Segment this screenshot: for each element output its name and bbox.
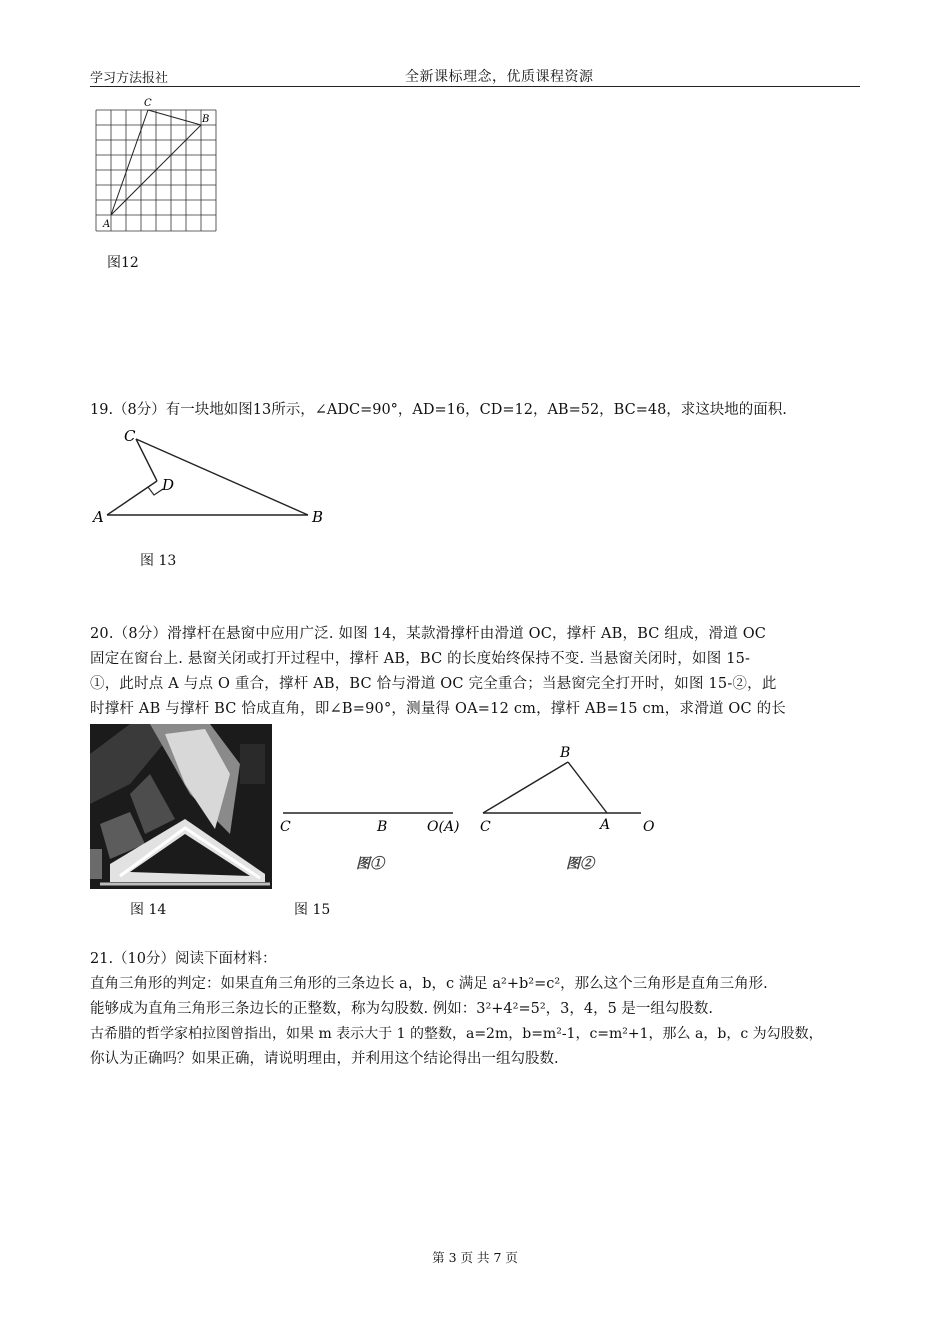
label-b: B: [312, 508, 324, 526]
q20-line-1: 20.（8分）滑撑杆在悬窗中应用广泛. 如图 14，某款滑撑杆由滑道 OC，撑杆 AB，BC 组成，滑道 OC: [90, 626, 767, 642]
label-d: D: [162, 476, 175, 494]
page-footer: 第 3 页 共 7 页: [432, 1250, 518, 1265]
label-b: B: [560, 745, 571, 761]
header-publisher: 学习方法报社: [90, 71, 169, 86]
header-rule: [90, 86, 860, 87]
label-b: B: [377, 819, 388, 835]
label-c: C: [124, 427, 136, 445]
q19-text: 19.（8分）有一块地如图13所示，∠ADC=90°，AD=16，CD=12，AB=52，BC=48，求这块地的面积.: [90, 402, 787, 418]
q21-text: [90, 947, 865, 1072]
figure-15-2-caption: 图②: [566, 856, 594, 872]
header-slogan: 全新课标理念，优质课程资源: [405, 69, 594, 85]
label-a: A: [600, 817, 611, 833]
figure-15-1: [276, 800, 466, 880]
figure-13: [88, 425, 338, 530]
label-c: C: [144, 98, 152, 109]
label-o: O: [643, 819, 655, 835]
figure-14-caption: 图 14: [130, 902, 167, 918]
figure-15-1-caption: 图①: [356, 856, 384, 872]
label-a: A: [103, 219, 111, 230]
q21-line-1: 直角三角形的判定：如果直角三角形的三条边长 a，b，c 满足 a²+b²=c²，那么这个三角形是直角三角形.: [90, 976, 768, 992]
q21-line-2: 能够成为直角三角形三条边长的正整数，称为勾股数. 例如：3²+4²=5²，3，4，5 是一组勾股数.: [90, 1001, 714, 1017]
figure-15-2: [476, 740, 661, 880]
label-b: B: [202, 114, 210, 125]
label-oa: O(A): [427, 819, 460, 835]
figure-14-photo: [90, 724, 272, 889]
q21-line-3: 古希腊的哲学家柏拉图曾指出，如果 m 表示大于 1 的整数，a=2m，b=m²-1，c=m²+1，那么 a，b，c 为勾股数，: [90, 1026, 823, 1042]
q20-line-4: 时撑杆 AB 与撑杆 BC 恰成直角，即∠B=90°，测量得 OA=12 cm，撑杆 AB=15 cm，求滑道 OC 的长: [90, 701, 786, 717]
q20-line-3: ①，此时点 A 与点 O 重合，撑杆 AB，BC 恰与滑道 OC 完全重合；当悬窗完全打开时，如图 15-②，此: [90, 676, 777, 692]
figure-15-caption: 图 15: [294, 902, 331, 918]
label-c: C: [280, 819, 291, 835]
label-a: A: [93, 508, 104, 526]
figure-12-grid: [88, 94, 228, 239]
figure-13-caption: 图 13: [140, 553, 177, 569]
q20-line-2: 固定在窗台上. 悬窗关闭或打开过程中，撑杆 AB，BC 的长度始终保持不变. 当悬窗关闭时，如图 15-: [90, 651, 751, 667]
label-c: C: [480, 819, 491, 835]
q21-line-4: 你认为正确吗？如果正确，请说明理由，并利用这个结论得出一组勾股数.: [90, 1051, 559, 1067]
q21-title: 21.（10分）阅读下面材料：: [90, 951, 277, 967]
figure-12-caption: 图12: [107, 255, 139, 271]
